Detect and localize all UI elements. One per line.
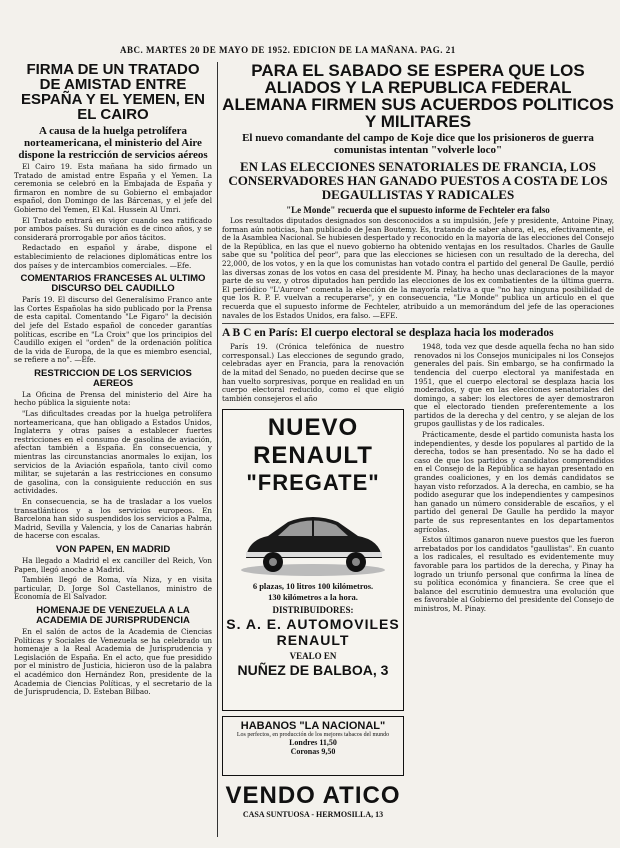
habanos-advertisement <box>222 716 404 776</box>
article-paragraph: París 19. (Crónica telefónica de nuestro corresponsal.) Las elecciones de segundo grado, celebradas ayer en Francia, para la renovación de la mitad del Senado, no pueden decirse que se han vuelto sorpresivas, porque en realidad en un cuerpo electoral reducido, como el que eligió también consejeros el año <box>222 342 404 403</box>
article-paragraph: Estos últimos ganaron nueve puestos que les fueron arrebatados por los candidatos "gaullistas". En cuanto a los radicales, el resultado es evidentemente muy favorable para los partidos de la derecha, y Pinay ha logrado un triunfo personal que confirma la línea de su política económica y financiera. Se cree que el balance del escrutinio demuestra una evolución que es favorable al Gobierno del presidente del Consejo de ministros, M. Pinay. <box>414 535 614 613</box>
car-illustration <box>238 500 388 580</box>
article-paragraph: También llegó de Roma, vía Niza, y en visita particular, D. Jorge Sol Castellanos, ministro de Economía de El Salvador. <box>14 575 212 602</box>
subcolumn-right <box>414 343 614 615</box>
subcolumn-left <box>222 343 404 819</box>
section-heading: VON PAPEN, EN MADRID <box>55 543 171 555</box>
abc-paris-heading: A B C en París: El cuerpo electoral se desplaza hacia los moderados <box>222 327 554 340</box>
right-column <box>222 62 614 842</box>
atico-advertisement <box>222 782 404 819</box>
ad-title: HABANOS "LA NACIONAL" <box>240 720 386 733</box>
section-heading: COMENTARIOS FRANCESES AL ULTIMO DISCURSO DEL CAUDILLO <box>20 273 206 295</box>
article-paragraph: La Oficina de Prensa del ministerio del Aire ha hecho pública la siguiente nota: <box>14 389 212 408</box>
two-column-block <box>222 342 614 820</box>
left-headline: FIRMA DE UN TRATADO DE AMISTAD ENTRE ESPAÑA Y EL YEMEN, EN EL CAIRO <box>21 62 205 123</box>
section-heading: HOMENAJE DE VENEZUELA A LA ACADEMIA DE JURISPRUDENCIA <box>36 604 190 626</box>
article-paragraph: En el salón de actos de la Academia de Ciencias Políticas y Sociales de Venezuela se ha celebrado un homenaje a la Real Academia de Jurisprudencia y Legislación de España. En el acto, que fue presidido por el ministro de Justicia, hicieron uso de la palabra el académico don Hernández Ron, presidente de la Academia de Ciencias Políticas, y el secretario de la de Jurisprudencia, D. Esteban Bilbao. <box>14 626 212 697</box>
le-monde-subhead: "Le Monde" recuerda que el supuesto informe de Fechteler era falso <box>286 205 550 215</box>
ad-address: NUÑEZ DE BALBOA, 3 <box>237 662 389 679</box>
ad-price: Coronas 9,50 <box>290 747 336 757</box>
ad-brand: S. A. E. AUTOMOVILES RENAULT <box>226 616 400 649</box>
ad-see-label: VEALO EN <box>289 651 337 662</box>
elections-headline: EN LAS ELECCIONES SENATORIALES DE FRANCIA, LOS CONSERVADORES HAN GANADO PUESTOS A COSTA DE LOS DEGAULLISTAS Y RADICALES <box>228 159 608 202</box>
section-heading: RESTRICCION DE LOS SERVICIOS AEREOS <box>34 367 192 389</box>
main-headline: PARA EL SABADO SE ESPERA QUE LOS ALIADOS Y LA REPUBLICA FEDERAL ALEMANA FIRMEN SUS ACUERDOS POLITICOS Y MILITARES <box>222 62 614 131</box>
ad-title: VENDO ATICO <box>225 782 401 810</box>
ad-title: NUEVO RENAULT <box>253 414 373 470</box>
running-head: ABC. MARTES 20 DE MAYO DE 1952. EDICION DE LA MAÑANA. PAG. 21 <box>120 45 456 55</box>
article-paragraph: El Cairo 19. Esta mañana ha sido firmado un Tratado de amistad entre España y el Yemen. La ceremonia se celebró en la Embajada de España y firmaron en nombre de su Gobierno el embajador español, don Domingo de las Bárcenas, y el jefe del Gobierno del Yemen, El Kal. Hussein Al Umri. <box>14 162 212 214</box>
article-paragraph: En consecuencia, se ha de trasladar a los vuelos transatlánticos y a los servicios europeos. En Barcelona han sido suspendidos los servicios a Palma, Madrid, Sevilla y Valencia, y los de Canarias habrán de hacerse con escalas. <box>14 497 212 541</box>
article-paragraph: El Tratado entrará en vigor cuando sea ratificado por ambos países. Su duración es de cinco años, y se considerará prorrogable por años tácitos. <box>14 215 212 242</box>
article-paragraph: Redactado en español y árabe, dispone el establecimiento de relaciones diplomáticas entre los dos países y de intercambios comerciales. —Efe. <box>14 243 212 270</box>
renault-advertisement <box>222 409 404 711</box>
ad-price: Londres 11,50 <box>289 738 337 748</box>
ad-spec-line: 6 plazas, 10 litros 100 kilómetros. <box>252 581 374 592</box>
article-paragraph: "Las dificultades creadas por la huelga petrolífera norteamericana, que han obligado a Estados Unidos, Inglaterra y otras países a establecer fuertes restricciones en el consumo de gasolina de aviación, afectan también a España. En consecuencia, y mientras las circunstancias anormales lo exijan, los servicios de la Aviación española, tanto civil como militar, se sujetarán a las restricciones en consumo de gasolina, con la consiguiente reducción en sus actividades. <box>14 409 212 496</box>
ad-model: "FREGATE" <box>246 470 380 496</box>
ad-address: CASA SUNTUOSA - HERMOSILLA, 13 <box>242 810 384 820</box>
column-rule <box>217 62 218 837</box>
article-paragraph: Prácticamente, desde el partido comunista hasta los independientes, y desde los populares al partido de la derecha, todos se han presentado. No se ha dado el caso de que los partidos y candidatos comprendidos en el Consejo de la República se hayan presentado en grandes coaliciones, y en los demás candidatos se hayan visto reforzados. A la derecha, en cambio, se ha podido asegurar que los independientes y campesinos han ganado un número considerable de escaños, y el partido del general De Gaulle ha perdido la mayor parte de sus representantes en los departamentos agrícolas. <box>414 430 614 534</box>
main-deck: El nuevo comandante del campo de Koje dice que los prisioneros de guerra comunistas intentan "volverle loco" <box>242 132 594 156</box>
ad-spec-line: 130 kilómetros a la hora. <box>268 592 358 603</box>
ad-distributors-label: DISTRIBUIDORES: <box>272 605 354 616</box>
ad-tagline: Los perfectos, en producción de los mejores tabacos del mundo <box>236 732 390 739</box>
article-paragraph: Ha llegado a Madrid el ex canciller del Reich, Von Papen, llegó anoche a Madrid. <box>14 555 212 574</box>
left-column <box>14 62 212 842</box>
article-paragraph: 1948, toda vez que desde aquella fecha no han sido renovados ni los Consejos municipales ni los Consejos generales del país. Sin embargo, se ha confirmado la tendencia del cuerpo electoral ya manifestada en 1951, que el cuerpo electoral se desplaza hacia los moderados, y que en las elecciones senatoriales del domingo, a saber: los electores de ayer demostraron que el electorado tienden preferentemente a los partidos de la derecha y del centro, y se alejan de los grupos gaullistas y de los radicales. <box>414 342 614 429</box>
left-subheadline: A causa de la huelga petrolífera norteamericana, el ministerio del Aire dispone la restricción de servicios aéreos <box>18 125 208 161</box>
divider <box>222 323 614 324</box>
article-paragraph: París 19. El discurso del Generalísimo Franco ante las Cortes Españolas ha sido publicado por la Prensa de esta capital. Comentando "Le Figaro" la decisión del jefe del Estado español de conceder garantías políticas, escribe en "La Croix" que los principios del Caudillo exigen el "orden" de la ordenación política de la vida de Europa, de la que es miembro esencial, se refiere a no". —Efe. <box>14 295 212 365</box>
article-paragraph: Los resultados diputados designados son desconocidos a su impulsión, Jefe y presidente, Antoine Pinay, forman aún noticias, han publicado de Jean Boutemy. Es, tratando de saber ahora, el, es, efectivamente, el de la Asamblea Nacional. Se hubiesen despertado y reconocido en la mayoría de las elecciones del Consejo de la República, en las que el nuevo gobierno ha obtenido ventajas en los resultados. Charles de Gaulle sabe que su "política del peor", para que las elecciones se hiciesen con un resultado de la derecha, del 22,000, de los votos, y en la que los comunistas han votado contra el partido del general De Gaulle, perdió las diversas zonas de los votos en casa del presidente M. Pinay, ha hecho unas declaraciones de la mayor parte de su vez, y otros diputados han perdido las elecciones de los ex combatientes de la última guerra. El periódico "L'Aurore" comenta la elección de la mayoría relativa a que "no hay ninguna posibilidad de que los R. P. F. vuelvan a recuperarse", y en consecuencia, "Le Monde" publica un artículo en el que recuerda que el supuesto informe de Fechteler, atribuido a un memorándum del jefe de las operaciones navales de los Estados Unidos, era falso. —EFE. <box>222 216 614 320</box>
